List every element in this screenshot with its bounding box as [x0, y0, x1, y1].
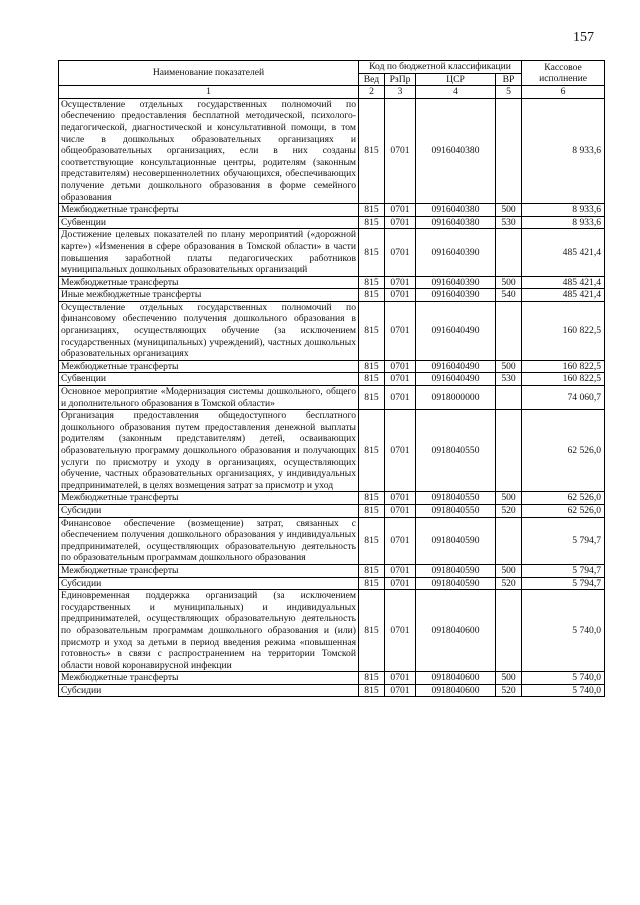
- cell-ved: 815: [359, 492, 385, 505]
- cell-name: Субвенции: [59, 373, 359, 386]
- header-ved: Вед: [359, 73, 385, 86]
- cell-ved: 815: [359, 672, 385, 685]
- cell-csr: 0916040490: [416, 360, 496, 373]
- table-row: [59, 672, 605, 685]
- cell-rzpr: 0701: [385, 517, 416, 564]
- cell-sum: 485 421,4: [522, 289, 605, 302]
- cell-rzpr: 0701: [385, 492, 416, 505]
- cell-vr: [496, 517, 522, 564]
- cell-rzpr: 0701: [385, 672, 416, 685]
- cell-name: Организация предоставления общедоступного бесплатного дошкольного образования путем предоставления денежной выплаты родителям (законным представителям) детей, осваивающих образовательную программу дошкольного образования и получающих услуги по присмотру и уходу в организациях, осуществляющих обучение, частных образовательных организациях, у индивидуальных предпринимателей, в целях возмещения затрат за присмотр и уход: [59, 410, 359, 492]
- cell-ved: 815: [359, 590, 385, 672]
- cell-sum: 62 526,0: [522, 410, 605, 492]
- cell-ved: 815: [359, 276, 385, 289]
- cell-csr: 0916040380: [416, 98, 496, 203]
- header-cash: Кассовое исполнение: [522, 61, 605, 86]
- cell-csr: 0918040600: [416, 590, 496, 672]
- cell-ved: 815: [359, 684, 385, 697]
- cell-vr: 530: [496, 216, 522, 229]
- table-row: [59, 98, 605, 203]
- cell-name: Субвенции: [59, 216, 359, 229]
- cell-ved: 815: [359, 301, 385, 360]
- cell-vr: 520: [496, 577, 522, 590]
- cell-name: Иные межбюджетные трансферты: [59, 289, 359, 302]
- cell-vr: [496, 301, 522, 360]
- cell-name: Межбюджетные трансферты: [59, 492, 359, 505]
- cell-name: Межбюджетные трансферты: [59, 276, 359, 289]
- cell-name: Межбюджетные трансферты: [59, 564, 359, 577]
- cell-vr: [496, 386, 522, 410]
- page-number: 157: [573, 30, 594, 45]
- cell-sum: 8 933,6: [522, 204, 605, 217]
- cell-ved: 815: [359, 98, 385, 203]
- table-row: [59, 590, 605, 672]
- header-name: Наименование показателей: [59, 61, 359, 86]
- cell-name: Межбюджетные трансферты: [59, 360, 359, 373]
- cell-vr: 530: [496, 373, 522, 386]
- cell-sum: 5 740,0: [522, 590, 605, 672]
- cell-name: Субсидии: [59, 504, 359, 517]
- cell-rzpr: 0701: [385, 301, 416, 360]
- col-number-5: 5: [496, 86, 522, 99]
- cell-sum: 485 421,4: [522, 229, 605, 276]
- cell-rzpr: 0701: [385, 98, 416, 203]
- col-number-3: 3: [385, 86, 416, 99]
- cell-vr: [496, 410, 522, 492]
- cell-vr: 500: [496, 672, 522, 685]
- cell-csr: 0918040550: [416, 492, 496, 505]
- cell-vr: 500: [496, 276, 522, 289]
- cell-sum: 5 740,0: [522, 672, 605, 685]
- cell-csr: 0918040590: [416, 577, 496, 590]
- cell-rzpr: 0701: [385, 276, 416, 289]
- cell-rzpr: 0701: [385, 360, 416, 373]
- cell-ved: 815: [359, 577, 385, 590]
- cell-sum: 62 526,0: [522, 504, 605, 517]
- cell-sum: 5 794,7: [522, 564, 605, 577]
- cell-sum: 62 526,0: [522, 492, 605, 505]
- cell-sum: 485 421,4: [522, 276, 605, 289]
- cell-ved: 815: [359, 564, 385, 577]
- table-row: [59, 577, 605, 590]
- cell-rzpr: 0701: [385, 386, 416, 410]
- table-row: [59, 386, 605, 410]
- table-row: [59, 492, 605, 505]
- table-body: [59, 98, 605, 697]
- cell-vr: 500: [496, 492, 522, 505]
- cell-rzpr: 0701: [385, 373, 416, 386]
- table-row: [59, 289, 605, 302]
- cell-sum: 8 933,6: [522, 98, 605, 203]
- cell-csr: 0916040390: [416, 229, 496, 276]
- cell-rzpr: 0701: [385, 216, 416, 229]
- cell-sum: 5 794,7: [522, 517, 605, 564]
- header-csr: ЦСР: [416, 73, 496, 86]
- cell-sum: 8 933,6: [522, 216, 605, 229]
- cell-vr: 520: [496, 504, 522, 517]
- cell-name: Межбюджетные трансферты: [59, 672, 359, 685]
- cell-rzpr: 0701: [385, 410, 416, 492]
- cell-rzpr: 0701: [385, 564, 416, 577]
- cell-sum: 160 822,5: [522, 373, 605, 386]
- cell-name: Осуществление отдельных государственных полномочий по обеспечению предоставления бесплатной методической, психолого-педагогической, диагностической и консультативной помощи, в том числе в дошкольных образовательных организациях и общеобразовательных организациях, если в них созданы соответствующие консультационные центры, родителям (законным представителям) несовершеннолетних обучающихся, обеспечивающих получение детьми дошкольного образования в форме семейного образования: [59, 98, 359, 203]
- budget-table: [58, 60, 605, 697]
- header-vr: ВР: [496, 73, 522, 86]
- cell-ved: 815: [359, 204, 385, 217]
- table-row: [59, 204, 605, 217]
- cell-rzpr: 0701: [385, 229, 416, 276]
- cell-rzpr: 0701: [385, 289, 416, 302]
- header-code-group: Код по бюджетной классификации: [359, 61, 522, 74]
- table-row: [59, 564, 605, 577]
- cell-vr: 500: [496, 204, 522, 217]
- table-row: [59, 360, 605, 373]
- cell-csr: 0918040600: [416, 684, 496, 697]
- cell-name: Межбюджетные трансферты: [59, 204, 359, 217]
- cell-vr: 540: [496, 289, 522, 302]
- cell-vr: 500: [496, 360, 522, 373]
- cell-name: Осуществление отдельных государственных полномочий по финансовому обеспечению получения дошкольного образования в организациях, осуществляющих обучение (за исключением государственных (муниципальных) учреждений), частных дошкольных образовательных организациях: [59, 301, 359, 360]
- cell-csr: 0918040600: [416, 672, 496, 685]
- header-row-1: [59, 61, 605, 74]
- cell-csr: 0918040550: [416, 504, 496, 517]
- cell-vr: 520: [496, 684, 522, 697]
- cell-name: Основное мероприятие «Модернизация системы дошкольного, общего и дополнительного образования в Томской области»: [59, 386, 359, 410]
- cell-sum: 160 822,5: [522, 360, 605, 373]
- col-number-1: 1: [59, 86, 359, 99]
- cell-name: Субсидии: [59, 684, 359, 697]
- cell-rzpr: 0701: [385, 590, 416, 672]
- cell-vr: [496, 98, 522, 203]
- cell-ved: 815: [359, 517, 385, 564]
- cell-csr: 0918040590: [416, 517, 496, 564]
- table-row: [59, 517, 605, 564]
- table-row: [59, 410, 605, 492]
- col-number-4: 4: [416, 86, 496, 99]
- cell-csr: 0916040380: [416, 204, 496, 217]
- table-row: [59, 229, 605, 276]
- table-row: [59, 216, 605, 229]
- cell-ved: 815: [359, 229, 385, 276]
- header-numbers-row: [59, 86, 605, 99]
- cell-ved: 815: [359, 216, 385, 229]
- cell-rzpr: 0701: [385, 504, 416, 517]
- cell-csr: 0916040390: [416, 276, 496, 289]
- cell-rzpr: 0701: [385, 577, 416, 590]
- cell-sum: 160 822,5: [522, 301, 605, 360]
- cell-ved: 815: [359, 360, 385, 373]
- cell-rzpr: 0701: [385, 684, 416, 697]
- col-number-6: 6: [522, 86, 605, 99]
- cell-ved: 815: [359, 410, 385, 492]
- cell-sum: 74 060,7: [522, 386, 605, 410]
- cell-ved: 815: [359, 289, 385, 302]
- cell-name: Достижение целевых показателей по плану мероприятий («дорожной карте») «Изменения в сфере образования в Томской области» в части повышения заработной платы педагогических работников муниципальных дошкольных образовательных организаций: [59, 229, 359, 276]
- cell-name: Финансовое обеспечение (возмещение) затрат, связанных с обеспечением получения дошкольного образования у индивидуальных предпринимателей, осуществляющих образовательную деятельность по образовательным программам дошкольного образования: [59, 517, 359, 564]
- table-row: [59, 373, 605, 386]
- cell-csr: 0916040490: [416, 373, 496, 386]
- cell-ved: 815: [359, 373, 385, 386]
- cell-vr: [496, 229, 522, 276]
- table-row: [59, 504, 605, 517]
- header-rzpr: РзПр: [385, 73, 416, 86]
- cell-vr: [496, 590, 522, 672]
- table-row: [59, 301, 605, 360]
- cell-ved: 815: [359, 386, 385, 410]
- cell-rzpr: 0701: [385, 204, 416, 217]
- cell-csr: 0916040390: [416, 289, 496, 302]
- table-row: [59, 684, 605, 697]
- cell-csr: 0918000000: [416, 386, 496, 410]
- cell-sum: 5 740,0: [522, 684, 605, 697]
- cell-ved: 815: [359, 504, 385, 517]
- cell-sum: 5 794,7: [522, 577, 605, 590]
- cell-csr: 0918040550: [416, 410, 496, 492]
- col-number-2: 2: [359, 86, 385, 99]
- cell-csr: 0918040590: [416, 564, 496, 577]
- table-row: [59, 276, 605, 289]
- cell-csr: 0916040380: [416, 216, 496, 229]
- cell-csr: 0916040490: [416, 301, 496, 360]
- cell-vr: 500: [496, 564, 522, 577]
- cell-name: Субсидии: [59, 577, 359, 590]
- cell-name: Единовременная поддержка организаций (за исключением государственных и муниципальных) и индивидуальных предпринимателей, осуществляющих образовательную деятельность по образовательным программам дошкольного образования и (или) присмотр и уход за детьми в период введения режима «повышенная готовность» в связи с распространением на территории Томской области новой коронавирусной инфекции: [59, 590, 359, 672]
